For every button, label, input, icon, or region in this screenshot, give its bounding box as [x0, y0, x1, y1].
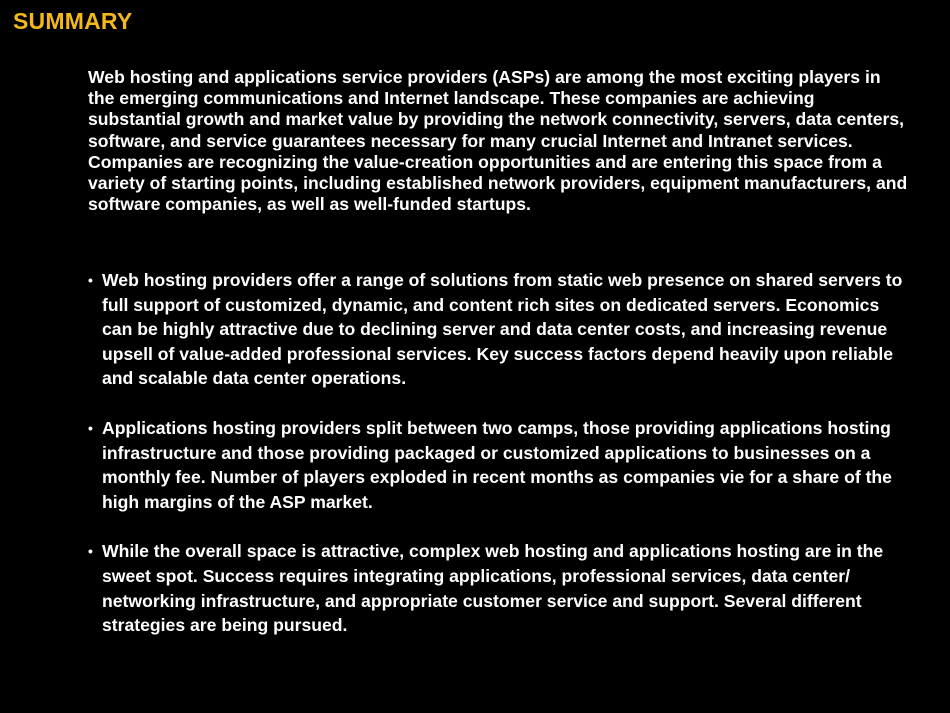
- bullet-item-applications-hosting: [88, 416, 910, 514]
- slide-title: SUMMARY: [13, 8, 133, 34]
- bullet-list: [88, 268, 910, 638]
- bullet-icon: •: [88, 419, 93, 436]
- bullet-text: Web hosting providers offer a range of solutions from static web presence on shared servers to full support of customized, dynamic, and content rich sites on dedicated servers. Economics can be highly attractive due to declining server and data center costs, and increasing revenue upsell of value-added professional services. Key success factors depend heavily upon reliable and scalable data center operations.: [102, 270, 903, 389]
- bullet-icon: •: [88, 543, 93, 560]
- bullet-icon: •: [88, 272, 93, 288]
- bullet-text: While the overall space is attractive, complex web hosting and applications hosting are in the sweet spot. Success requires integrating applications, professional services, data center/ networking infrastructure, and appropriate customer service and support. Several different strategies are being pursued.: [102, 541, 884, 636]
- bullet-item-sweet-spot: [88, 539, 910, 637]
- intro-paragraph: Web hosting and applications service providers (ASPs) are among the most exciting players in the emerging communications and Internet landscape. These companies are achieving substantial growth and market value by providing the network connectivity, servers, data centers, software, and service guarantees necessary for many crucial Internet and Intranet services. Companies are recognizing the value-creation opportunities and are entering this space from a variety of starting points, including established network providers, equipment manufacturers, and software companies, as well as well-funded startups.: [88, 67, 908, 215]
- bullet-text: Applications hosting providers split between two camps, those providing applications hosting infrastructure and those providing packaged or customized applications to businesses on a monthly fee. Number of players exploded in recent months as companies vie for a share of the high margins of the ASP market.: [102, 417, 892, 512]
- bullet-item-web-hosting: [88, 268, 910, 391]
